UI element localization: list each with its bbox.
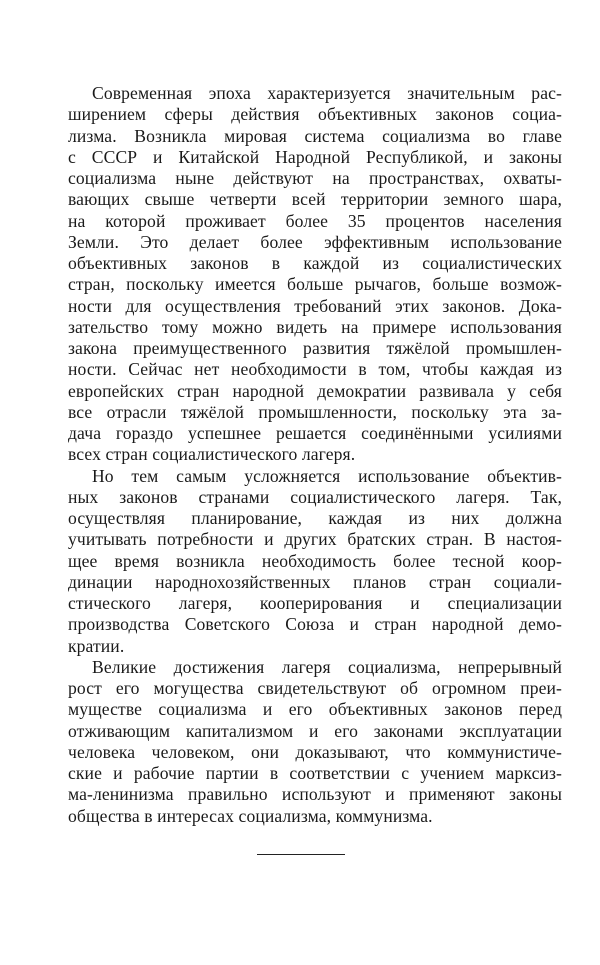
text-line: объективных законов в каждой из социалистических: [68, 253, 562, 273]
text-line: зательство тому можно видеть на примере использования: [68, 316, 562, 337]
text-line: рост его могущества свидетельствуют об огромном преи-: [68, 678, 562, 698]
text-line: общества в интересах социализма, коммунизма.: [68, 805, 433, 826]
text-line: дача гораздо успешнее решается соединёнными усилиями: [68, 423, 562, 443]
text-line: ма-ленинизма правильно используют и применяют законы: [68, 784, 562, 805]
text-line: динации народнохозяйственных планов стран социали-: [68, 571, 562, 592]
text-line: Но тем самым усложняется использование объектив-: [92, 465, 562, 486]
text-line: европейских стран народной демократии развивала у себя: [68, 380, 562, 401]
text-line: всех стран социалистического лагеря.: [68, 444, 356, 465]
paragraph: [68, 83, 562, 466]
text-line: ности. Сейчас нет необходимости в том, чтобы каждая из: [68, 359, 562, 380]
text-line: ские и рабочие партии в соответствии с учением марксиз-: [68, 763, 562, 783]
text-line: производства Советского Союза и стран народной демо-: [68, 614, 562, 635]
text-line: щее время возникла необходимость более тесной коор-: [68, 550, 562, 571]
section-end-rule: [257, 854, 345, 855]
text-line: стического лагеря, кооперирования и специализации: [68, 593, 562, 613]
text-line: ности для осуществления требований этих законов. Дока-: [68, 295, 562, 316]
text-line: осуществляя планирование, каждая из них должна: [68, 508, 562, 528]
text-line: лизма. Возникла мировая система социализма во главе: [68, 125, 562, 146]
text-line: стран, поскольку имеется больше рычагов, больше возмож-: [68, 274, 562, 295]
text-line: ширением сферы действия объективных законов социа-: [68, 104, 562, 125]
text-line: человека человеком, они доказывают, что коммунистиче-: [68, 741, 562, 762]
text-line: с СССР и Китайской Народной Республикой, и законы: [68, 146, 562, 167]
text-line: социализма ныне действуют на пространствах, охваты-: [68, 168, 562, 188]
body-text: [68, 83, 562, 827]
paragraph: [68, 657, 562, 827]
text-line: закона преимущественного развития тяжёлой промышлен-: [68, 338, 562, 358]
text-line: кратии.: [68, 635, 125, 656]
text-line: муществе социализма и его объективных законов перед: [68, 699, 562, 720]
text-line: Современная эпоха характеризуется значительным рас-: [92, 83, 562, 103]
text-line: учитывать потребности и других братских стран. В настоя-: [68, 529, 562, 550]
text-line: на которой проживает более 35 процентов населения: [68, 210, 562, 231]
paragraph: [68, 466, 562, 657]
text-line: Земли. Это делает более эффективным использование: [68, 231, 562, 252]
text-line: ных законов странами социалистического лагеря. Так,: [68, 486, 562, 507]
text-line: все отрасли тяжёлой промышленности, поскольку эта за-: [68, 401, 562, 422]
text-line: вающих свыше четверти всей территории земного шара,: [68, 189, 562, 210]
text-line: Великие достижения лагеря социализма, непрерывный: [92, 656, 562, 677]
text-line: отживающим капитализмом и его законами эксплуатации: [68, 720, 562, 741]
